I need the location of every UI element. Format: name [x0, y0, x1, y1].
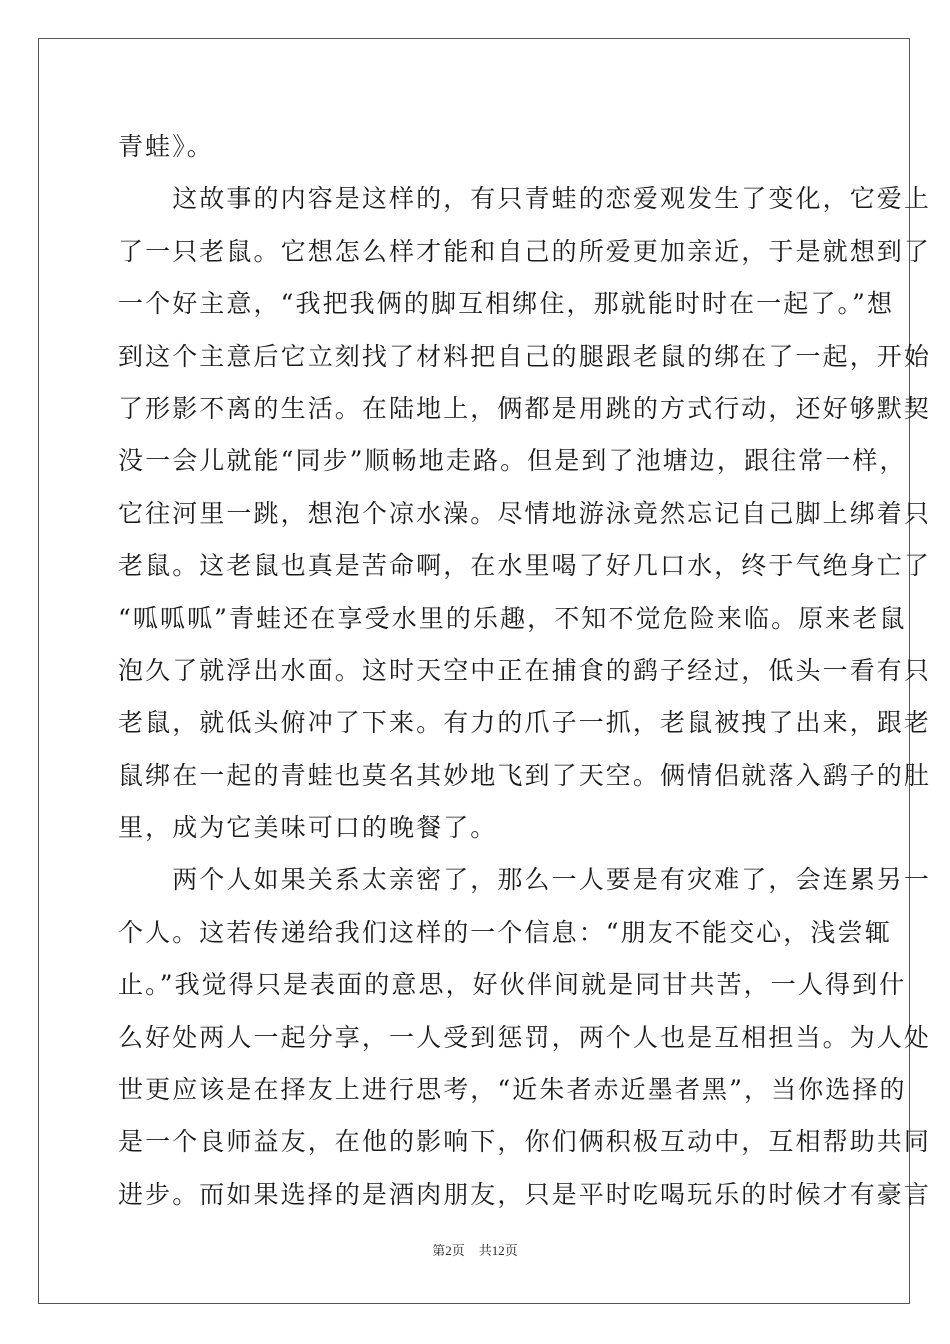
text-line: 止。”我觉得只是表面的意思，好伙伴间就是同甘共苦，一人得到什: [118, 970, 907, 1000]
text-line: 青蛙》。: [118, 132, 214, 161]
text-line: 没一会儿就能“同步”顺畅地走路。但是到了池塘边，跟往常一样，: [118, 446, 907, 476]
text-line: 到这个主意后它立刻找了材料把自己的腿跟老鼠的绑在了一起，开始: [118, 341, 932, 371]
text-line: 进步。而如果选择的是酒肉朋友，只是平时吃喝玩乐的时候才有豪言: [118, 1179, 932, 1209]
text-line: 两个人如果关系太亲密了，那么一人要是有灾难了，会连累另一: [118, 865, 932, 895]
text-line: 了一只老鼠。它想怎么样才能和自己的所爱更加亲近，于是就想到了: [118, 236, 932, 266]
text-line: 老鼠。这老鼠也真是苦命啊，在水里喝了好几口水，终于气绝身亡了: [118, 551, 932, 581]
text-line: 个人。这若传递给我们这样的一个信息：“朋友不能交心，浅尝辄: [118, 917, 892, 947]
document-body: [118, 121, 932, 1221]
page-footer: [0, 1240, 950, 1259]
text-line: 么好处两人一起分享，一人受到惩罚，两个人也是互相担当。为人处: [118, 1022, 932, 1052]
text-line: 泡久了就浮出水面。这时天空中正在捕食的鹞子经过，低头一看有只: [118, 655, 932, 685]
text-line: 鼠绑在一起的青蛙也莫名其妙地飞到了天空。俩情侣就落入鹞子的肚: [118, 760, 932, 790]
text-line: 它往河里一跳，想泡个凉水澡。尽情地游泳竟然忘记自己脚上绑着只: [118, 498, 932, 528]
text-line: 这故事的内容是这样的，有只青蛙的恋爱观发生了变化，它爱上: [118, 184, 932, 214]
text-line: 里，成为它美味可口的晚餐了。: [118, 813, 498, 843]
text-line: 世更应该是在择友上进行思考，“近朱者赤近墨者黑”，当你选择的: [118, 1075, 907, 1105]
page-number: 第2页: [432, 1243, 465, 1258]
text-line: “呱呱呱”青蛙还在享受水里的乐趣，不知不觉危险来临。原来老鼠: [118, 603, 907, 633]
page-total: 共12页: [478, 1243, 518, 1258]
text-line: 了形影不离的生活。在陆地上，俩都是用跳的方式行动，还好够默契: [118, 393, 932, 423]
text-line: 是一个良师益友，在他的影响下，你们俩积极互动中，互相帮助共同: [118, 1127, 932, 1157]
text-line: 老鼠，就低头俯冲了下来。有力的爪子一抓，老鼠被拽了出来，跟老: [118, 708, 932, 738]
text-line: 一个好主意，“我把我俩的脚互相绑住，那就能时时在一起了。”想: [118, 289, 895, 319]
